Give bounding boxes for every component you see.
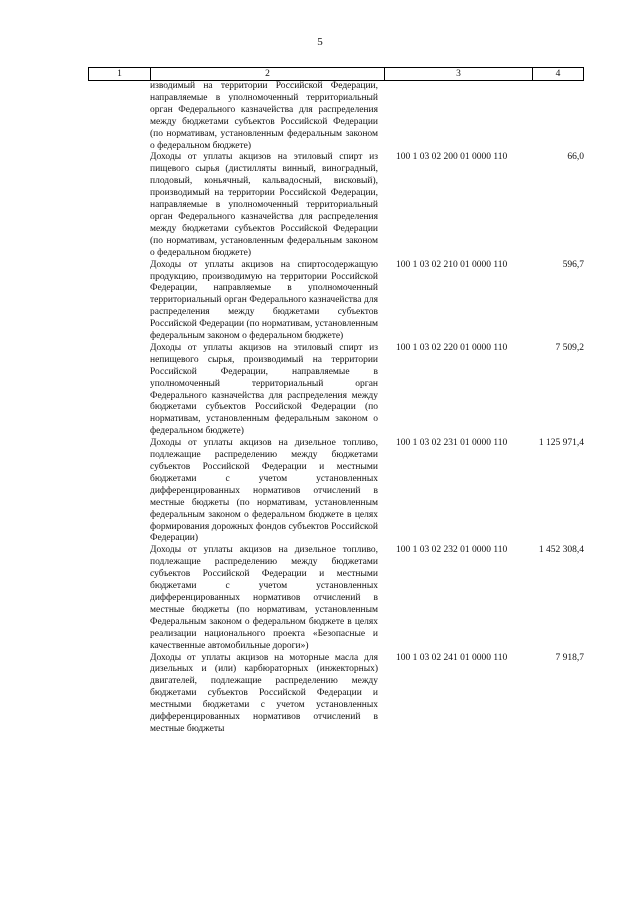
row-code: 100 1 03 02 232 01 0000 110 (396, 545, 508, 556)
column-header: 2 (150, 68, 384, 80)
row-code: 100 1 03 02 220 01 0000 110 (396, 342, 508, 353)
table-row (88, 653, 584, 736)
row-description: Доходы от уплаты акцизов на дизельное топливо, подлежащие распределению между бюджетами субъектов Российской Федерации и местными бюджетами с учетом установленных дифференцированных нормативов отчислений в местные бюджеты (по нормативам, установленным федеральным законом о федеральном бюджете в целях формирования дорожных фондов субъектов Российской Федерации) (150, 438, 378, 544)
row-code: 100 1 03 02 210 01 0000 110 (396, 259, 508, 270)
column-header: 3 (384, 68, 532, 80)
row-code: 100 1 03 02 241 01 0000 110 (396, 652, 508, 663)
row-amount: 1 125 971,4 (538, 438, 584, 449)
row-amount: 7 509,2 (555, 342, 584, 353)
row-amount (532, 81, 584, 152)
row-description: Доходы от уплаты акцизов на моторные масла для дизельных и (или) карбюраторных (инжекторных) двигателей, подлежащие распределению между бюджетами субъектов Российской Федерации и местными бюджетами с учетом установленных дифференцированных нормативов отчислений в местные бюджеты (150, 652, 378, 734)
table-row (88, 343, 584, 438)
row-description: Доходы от уплаты акцизов на дизельное топливо, подлежащие распределению между бюджетами субъектов Российской Федерации и местными бюджетами с учетом установленных дифференцированных нормативов отчислений в местные бюджеты (по нормативам, установленным Федеральным законом о федеральном бюджете в целях реализации национального проекта «Безопасные и качественные автомобильные дороги») (150, 545, 378, 651)
table-row (88, 260, 584, 343)
row-amount: 596,7 (562, 259, 584, 270)
row-blank-cell (88, 343, 150, 438)
table-row (88, 438, 584, 545)
column-header: 4 (532, 68, 584, 80)
revenue-table (88, 67, 584, 736)
row-blank-cell (88, 653, 150, 736)
row-code (384, 81, 532, 152)
row-amount: 7 918,7 (555, 652, 584, 663)
page-number: 5 (317, 36, 323, 48)
row-blank-cell (88, 260, 150, 343)
row-blank-cell (88, 545, 150, 652)
table-row (88, 545, 584, 652)
row-blank-cell (88, 81, 150, 152)
row-description: Доходы от уплаты акцизов на этиловый спирт из пищевого сырья (дистилляты винный, виноградный, плодовый, коньячный, кальвадосный, висковый), производимый на территории Российской Федерации, направляемые в уполномоченный территориальный орган Федерального казначейства для распределения между бюджетами субъектов Российской Федерации (по нормативам, установленным федеральным законом о федеральном бюджете) (150, 152, 378, 258)
column-header: 1 (88, 68, 150, 80)
table-body (88, 81, 584, 736)
table-row (88, 81, 584, 152)
row-code: 100 1 03 02 231 01 0000 110 (396, 438, 508, 449)
row-blank-cell (88, 438, 150, 545)
row-description: Доходы от уплаты акцизов на этиловый спирт из непищевого сырья, производимый на территории Российской Федерации, направляемые в уполномоченный территориальный орган Федерального казначейства для распределения между бюджетами субъектов Российской Федерации (по нормативам, установленным федеральным законом о федеральном бюджете) (150, 342, 378, 437)
row-description: Доходы от уплаты акцизов на спиртосодержащую продукцию, производимую на территории Российской Федерации, направляемые в уполномоченный территориальный орган Федерального казначейства для распределения между бюджетами субъектов Российской Федерации (по нормативам, установленным федеральным законом о федеральном бюджете) (150, 259, 378, 342)
row-description: изводимый на территории Российской Федерации, направляемые в уполномоченный территориальный орган Федерального казначейства для распределения между бюджетами субъектов Российской Федерации (по нормативам, установленным федеральным законом о федеральном бюджете) (150, 81, 378, 151)
row-amount: 1 452 308,4 (538, 545, 584, 556)
row-blank-cell (88, 152, 150, 259)
table-row (88, 152, 584, 259)
table-header-row (88, 67, 584, 81)
row-code: 100 1 03 02 200 01 0000 110 (396, 152, 508, 163)
row-amount: 66,0 (567, 152, 584, 163)
